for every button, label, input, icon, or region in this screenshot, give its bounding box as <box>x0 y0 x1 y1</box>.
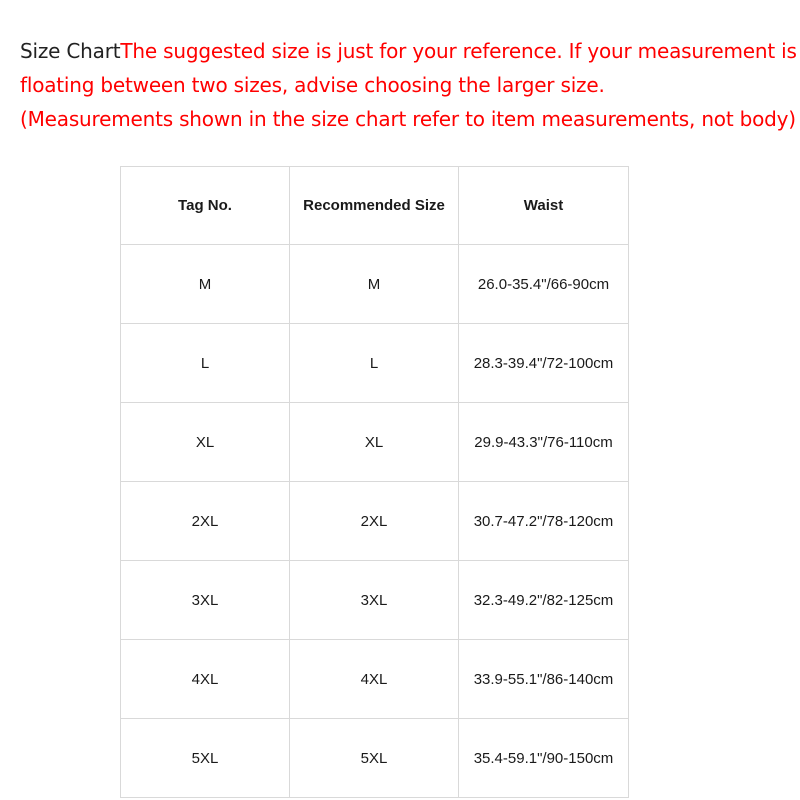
cell-recommended: XL <box>290 403 459 482</box>
size-chart-title: Size Chart <box>20 39 121 63</box>
cell-recommended: 4XL <box>290 640 459 719</box>
cell-tag: XL <box>121 403 290 482</box>
table-row <box>121 403 629 482</box>
cell-waist: 29.9-43.3"/76-110cm <box>459 403 629 482</box>
cell-waist: 33.9-55.1"/86-140cm <box>459 640 629 719</box>
cell-waist: 35.4-59.1"/90-150cm <box>459 719 629 798</box>
cell-waist: 28.3-39.4"/72-100cm <box>459 324 629 403</box>
cell-waist: 26.0-35.4"/66-90cm <box>459 245 629 324</box>
table-row <box>121 640 629 719</box>
cell-tag: 5XL <box>121 719 290 798</box>
header-tag-no: Tag No. <box>121 167 290 245</box>
cell-tag: M <box>121 245 290 324</box>
intro-note-line-2: floating between two sizes, advise choosing the larger size. <box>20 73 605 97</box>
cell-recommended: 5XL <box>290 719 459 798</box>
size-table-container <box>120 166 628 798</box>
table-row <box>121 561 629 640</box>
cell-waist: 30.7-47.2"/78-120cm <box>459 482 629 561</box>
size-chart-intro <box>20 34 797 136</box>
cell-tag: 3XL <box>121 561 290 640</box>
size-table <box>120 166 629 798</box>
intro-line-1 <box>20 34 797 68</box>
table-row <box>121 719 629 798</box>
cell-waist: 32.3-49.2"/82-125cm <box>459 561 629 640</box>
table-row <box>121 324 629 403</box>
cell-tag: 2XL <box>121 482 290 561</box>
table-row <box>121 245 629 324</box>
cell-recommended: 3XL <box>290 561 459 640</box>
intro-note-line-1: The suggested size is just for your reference. If your measurement is <box>120 39 797 63</box>
cell-recommended: 2XL <box>290 482 459 561</box>
intro-note-line-3: (Measurements shown in the size chart refer to item measurements, not body) <box>20 107 796 131</box>
cell-tag: 4XL <box>121 640 290 719</box>
table-header-row <box>121 167 629 245</box>
cell-recommended: L <box>290 324 459 403</box>
header-recommended-size: Recommended Size <box>290 167 459 245</box>
table-row <box>121 482 629 561</box>
cell-recommended: M <box>290 245 459 324</box>
header-waist: Waist <box>459 167 629 245</box>
cell-tag: L <box>121 324 290 403</box>
